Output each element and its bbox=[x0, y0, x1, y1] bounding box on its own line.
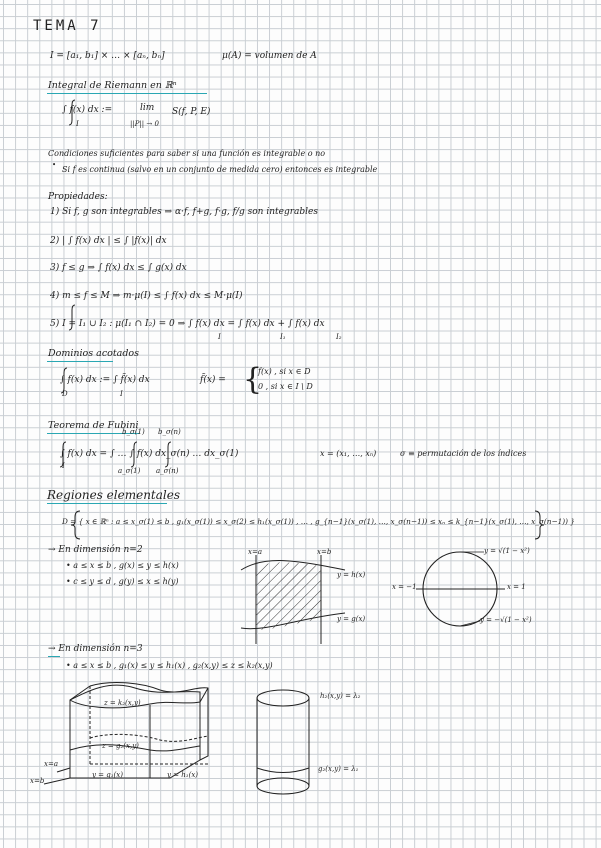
regions-heading: Regiones elementales bbox=[47, 488, 181, 502]
property-5-sub-i1: I₁ bbox=[280, 333, 286, 341]
fig3-label-h1: y = h₁(x) bbox=[167, 771, 198, 779]
property-5: 5) I = I₁ ∪ I₂ : μ(I₁ ∩ I₂) = 0 ⇒ ∫ f(x) dx = ∫ f(x) dx + ∫ f(x) dx bbox=[50, 319, 325, 329]
conditions-bullet: • bbox=[52, 161, 57, 169]
bounded-domains-heading: Dominios acotados bbox=[48, 348, 140, 359]
set-brace-left bbox=[71, 511, 80, 539]
piecewise-brace: { bbox=[243, 362, 263, 397]
interval-definition: I = [a₁, b₁] × … × [aₙ, bₙ] bbox=[50, 51, 165, 61]
fubini-top-2: b_σ(n) bbox=[158, 428, 181, 436]
fubini-vars: x = (x₁, …, xₙ) bbox=[320, 449, 377, 458]
property-1: 1) Si f, g son integrables ⇒ α·f, f+g, f·g, f/g son integrables bbox=[50, 207, 318, 217]
fubini-heading: Teorema de Fubini bbox=[48, 420, 139, 431]
fig3-label-xa: x=a bbox=[44, 760, 58, 768]
fig3-label-top: z = k₂(x,y) bbox=[104, 699, 141, 707]
property-2: 2) | ∫ f(x) dx | ≤ ∫ |f(x)| dx bbox=[50, 236, 167, 246]
dim2-bullet-1: • a ≤ x ≤ b , g(x) ≤ y ≤ h(x) bbox=[66, 561, 179, 570]
integral-signs bbox=[60, 100, 171, 467]
continuity-condition: Si f es continua (salvo en un conjunto de medida cero) entonces es integrable bbox=[62, 165, 378, 174]
page-title: TEMA 7 bbox=[33, 18, 102, 34]
ftilde-case-2: 0 , si x ∈ I \ D bbox=[258, 382, 313, 391]
riemann-formula-left: ∫ f(x) dx := bbox=[62, 105, 113, 115]
fig2-label-xa: x=a bbox=[248, 548, 262, 556]
ftilde-case-1: f(x) , si x ∈ D bbox=[258, 367, 311, 376]
circle-label-right: x = 1 bbox=[507, 583, 526, 591]
cylinder-label-top: h₂(x,y) = λ₂ bbox=[320, 692, 361, 700]
property-5-sub-i2: I₂ bbox=[336, 333, 342, 341]
fubini-bot-2: a_σ(n) bbox=[156, 467, 179, 475]
cylinder-label-bottom: g₂(x,y) = λ₁ bbox=[318, 765, 359, 773]
riemann-sum: S(f, P, E) bbox=[172, 107, 211, 117]
riemann-heading: Integral de Riemann en ℝⁿ bbox=[48, 80, 177, 91]
dim2-label: → En dimensión n=2 bbox=[48, 545, 143, 555]
circle-label-top: y = √(1 − x²) bbox=[484, 547, 530, 555]
unit-circle-figure bbox=[416, 552, 505, 626]
ftilde-label: f̃(x) = bbox=[200, 375, 226, 385]
region-3d-figure bbox=[44, 683, 208, 784]
conditions-line: Condiciones suficientes para saber si una función es integrable o no bbox=[48, 149, 326, 158]
dim3-bullet-1: • a ≤ x ≤ b , g₁(x) ≤ y ≤ h₁(x) , g₂(x,y) ≤ z ≤ k₂(x,y) bbox=[66, 661, 273, 670]
property-4: 4) m ≤ f ≤ M ⇒ m·μ(I) ≤ ∫ f(x) dx ≤ M·μ(I) bbox=[50, 291, 243, 301]
fig2-label-top: y = h(x) bbox=[337, 571, 366, 579]
property-5-sub-i: I bbox=[218, 333, 221, 341]
fubini-permutation: σ ≡ permutación de los índices bbox=[400, 449, 527, 458]
bounded-sub-i: I bbox=[120, 390, 123, 398]
fig3-label-mid: z = g₂(x,y) bbox=[102, 742, 139, 750]
cylinder-figure bbox=[257, 690, 309, 794]
fig3-label-xb: x=b bbox=[30, 777, 45, 785]
elementary-region-set: D = { x ∈ ℝⁿ : a ≤ x_σ(1) ≤ b , g₁(x_σ(1)) ≤ x_σ(2) ≤ h₁(x_σ(1)) , … , g_{n−1}(x_σ(1), …, x_σ(n−1)) ≤ xₙ ≤ k_{n−1}(x_σ(1), …, x_σ(n−1)) } bbox=[62, 517, 575, 526]
circle-label-left: x = −1 bbox=[392, 583, 417, 591]
riemann-integral-domain: I bbox=[76, 120, 79, 128]
circle-label-bottom: y = −√(1 − x²) bbox=[480, 616, 532, 624]
volume-definition: μ(A) = volumen de A bbox=[222, 51, 317, 61]
riemann-lim: lim bbox=[140, 103, 155, 113]
fubini-top-1: b_σ(1) bbox=[122, 428, 145, 436]
dim2-bullet-2: • c ≤ y ≤ d , g(y) ≤ x ≤ h(y) bbox=[66, 577, 179, 586]
fig3-label-g1: y = g₁(x) bbox=[92, 771, 123, 779]
set-brace-right bbox=[535, 511, 544, 539]
fig2-label-bottom: y = g(x) bbox=[337, 615, 366, 623]
fig2-label-xb: x=b bbox=[317, 548, 332, 556]
dim3-label: → En dimensión n=3 bbox=[48, 644, 143, 654]
fubini-sub-i: I bbox=[62, 462, 65, 470]
riemann-lim-sub: ||P|| → 0 bbox=[130, 120, 159, 128]
fubini-formula: ∫ f(x) dx = ∫ … ∫ f(x) dx_σ(n) … dx_σ(1) bbox=[60, 449, 239, 459]
properties-heading: Propiedades: bbox=[48, 192, 108, 202]
bounded-formula: ∫ f(x) dx := ∫ f̃(x) dx bbox=[60, 375, 150, 385]
bounded-sub-d: D bbox=[62, 390, 68, 398]
fubini-bot-1: a_σ(1) bbox=[118, 467, 141, 475]
property-3: 3) f ≤ g ⇒ ∫ f(x) dx ≤ ∫ g(x) dx bbox=[50, 263, 187, 273]
region-2d-figure bbox=[241, 555, 345, 644]
